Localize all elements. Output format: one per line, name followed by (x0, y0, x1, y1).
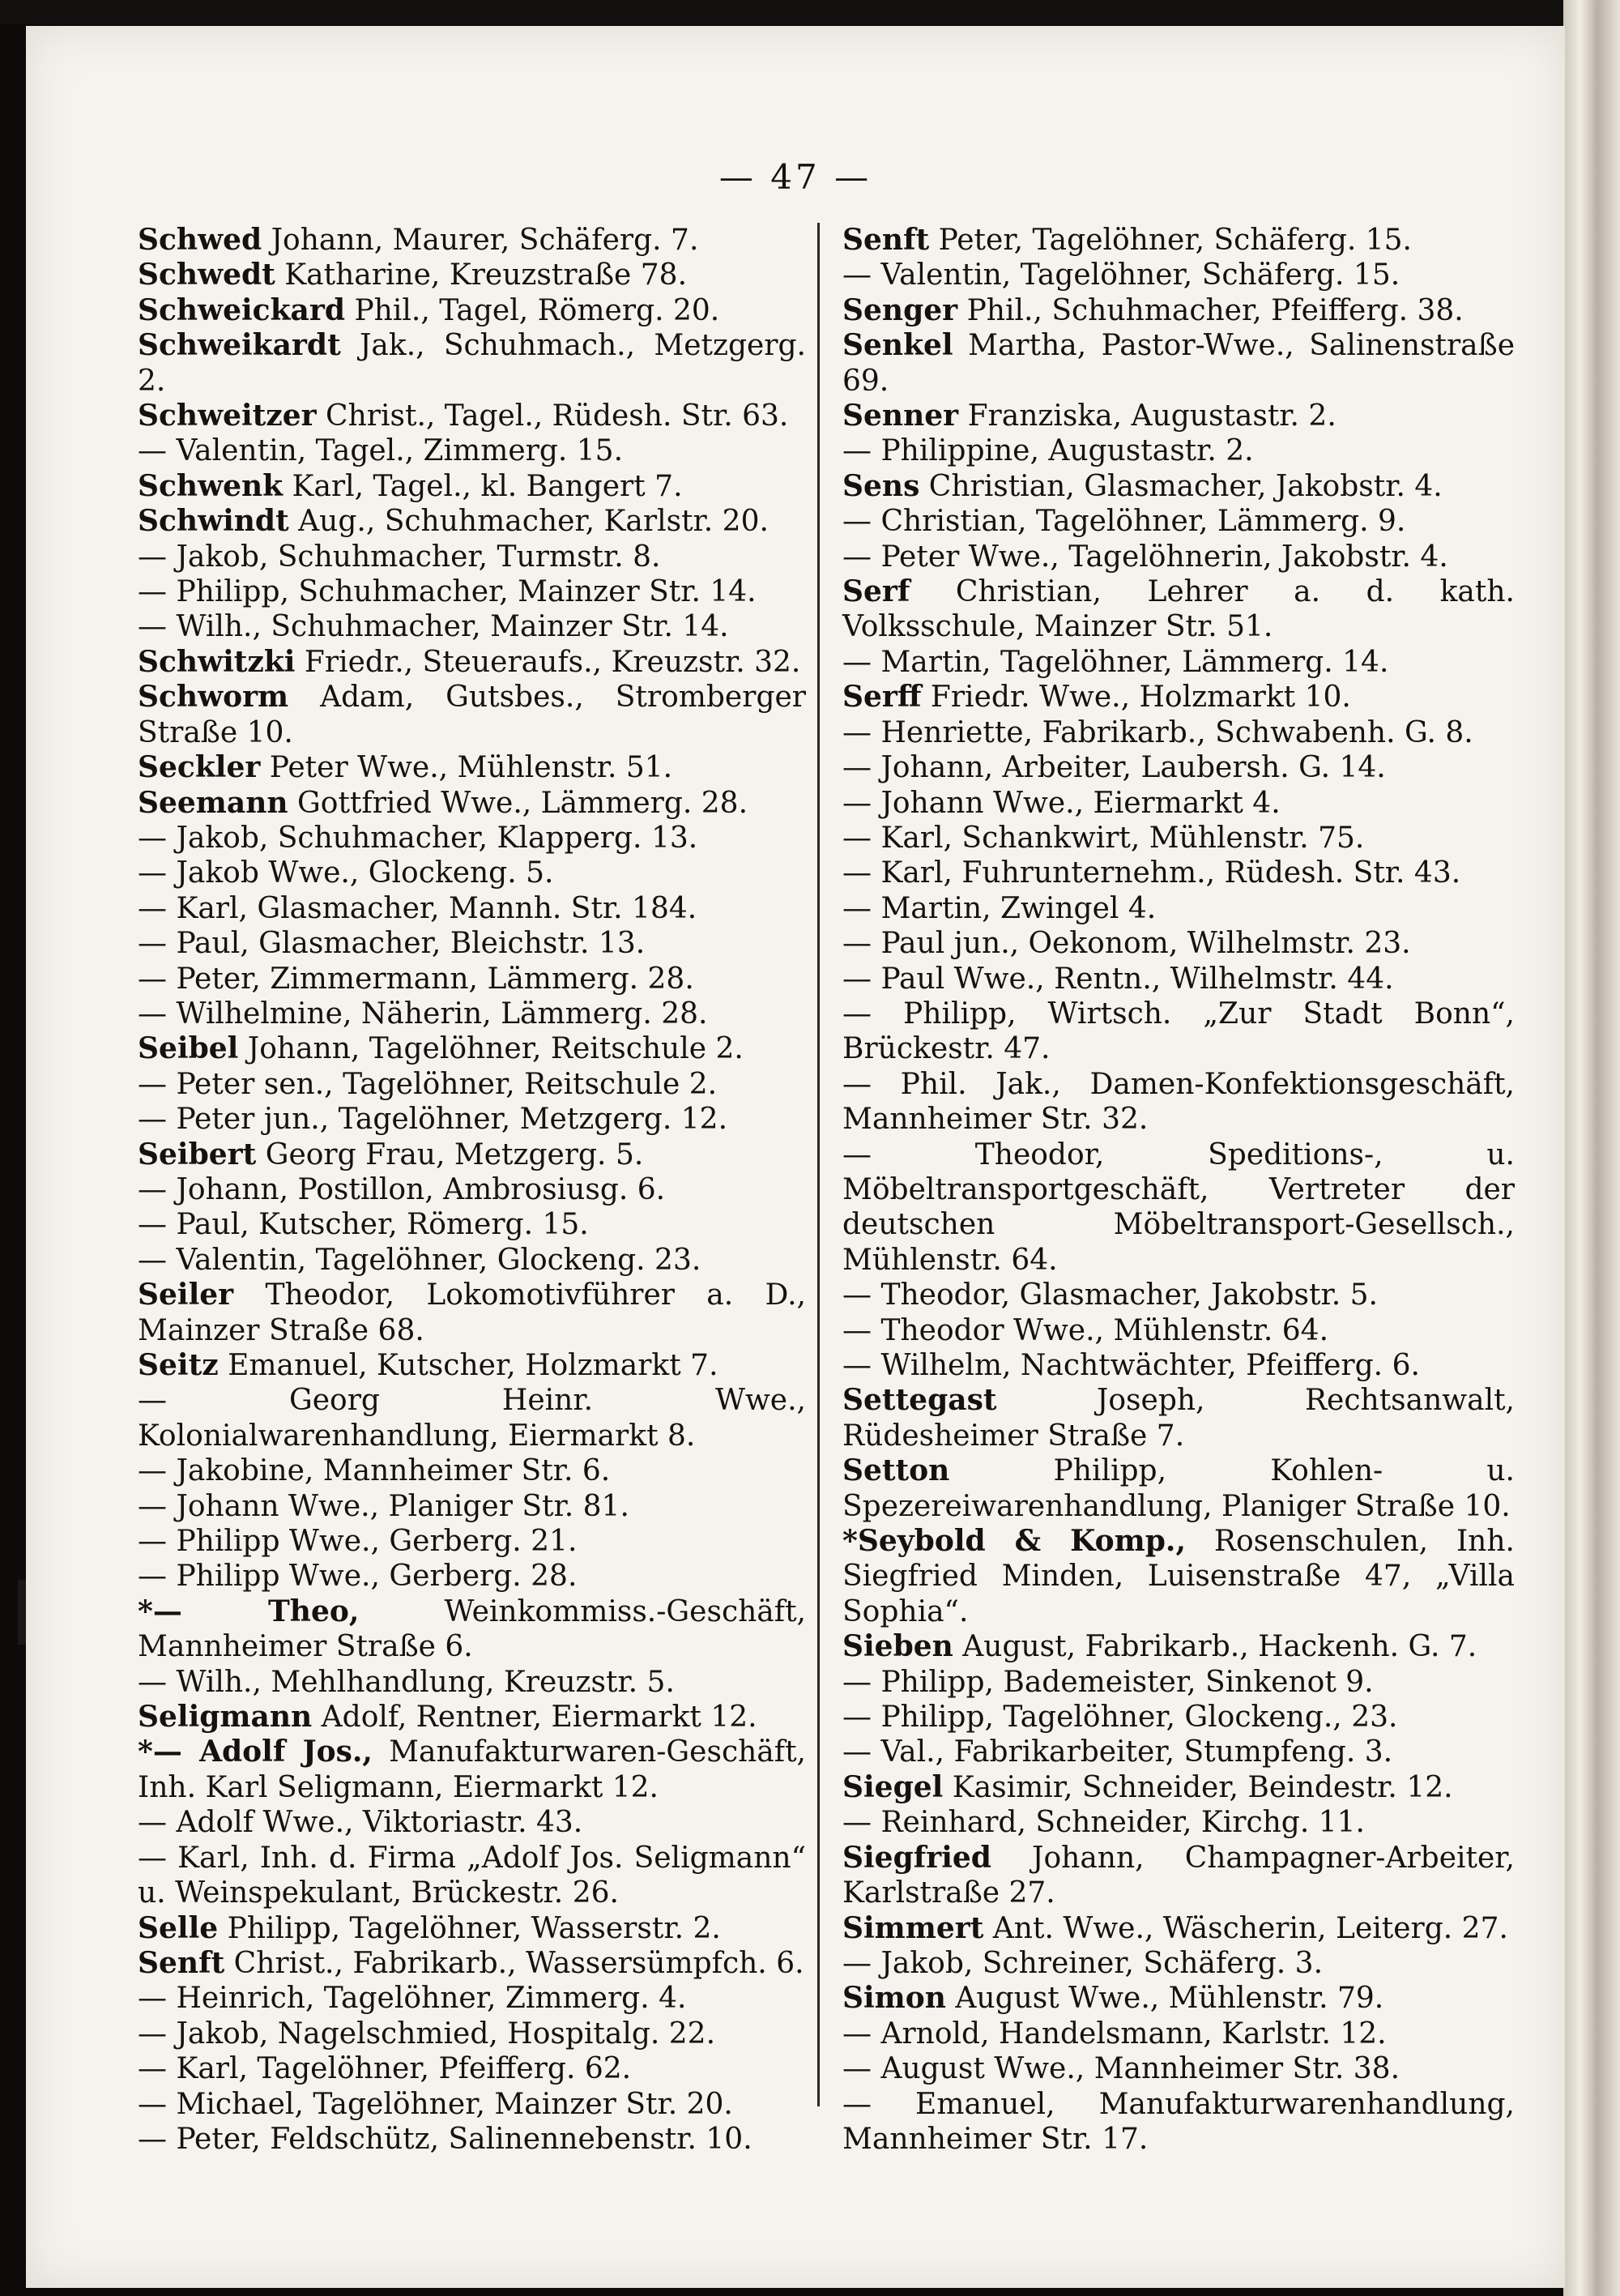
entry-details: — Paul Wwe., Rentn., Wilhelmstr. 44. (842, 962, 1394, 996)
entry-surname: Seibel (138, 1031, 239, 1066)
directory-entry (138, 926, 806, 961)
entry-surname: Schwedt (138, 258, 275, 292)
entry-details: — Valentin, Tagel., Zimmerg. 15. (138, 434, 624, 468)
entry-details: — Theodor Wwe., Mühlenstr. 64. (842, 1313, 1329, 1347)
directory-entry (842, 2087, 1515, 2157)
entry-surname: Serf (842, 574, 910, 609)
entry-surname: Setton (842, 1453, 950, 1488)
left-column (138, 223, 806, 2157)
entry-surname: Senft (842, 223, 930, 257)
directory-entry (138, 2122, 806, 2157)
directory-entry (842, 258, 1515, 292)
entry-details: — Valentin, Tagelöhner, Schäferg. 15. (842, 258, 1400, 292)
directory-entry (138, 1594, 806, 1665)
directory-entry (138, 2087, 806, 2122)
directory-entry (842, 786, 1515, 821)
directory-entry (842, 1665, 1515, 1700)
entry-details: Ant. Wwe., Wäscherin, Leiterg. 27. (983, 1911, 1508, 1945)
entry-surname: Senger (842, 292, 958, 327)
directory-entry (842, 996, 1515, 1067)
entry-details: — Reinhard, Schneider, Kirchg. 11. (842, 1806, 1365, 1840)
entry-details: — Philippine, Augustastr. 2. (842, 434, 1254, 468)
directory-entry (842, 1946, 1515, 1981)
directory-entry (842, 1278, 1515, 1312)
entry-details: Rosenschulen, Inh. Siegfried Minden, Luisenstraße 47, „Villa Sophia“. (842, 1525, 1515, 1628)
directory-entry (138, 1348, 806, 1383)
entry-details: — Henriette, Fabrikarb., Schwabenh. G. 8. (842, 715, 1473, 749)
entry-surname: Schweikardt (138, 328, 341, 363)
directory-entry (138, 1735, 806, 1805)
directory-entry (138, 1031, 806, 1066)
entry-surname: Seitz (138, 1348, 219, 1382)
directory-entry (138, 821, 806, 856)
directory-entry (842, 1629, 1515, 1664)
entry-surname: Seemann (138, 785, 288, 820)
entry-details: — Heinrich, Tagelöhner, Zimmerg. 4. (138, 1982, 687, 2016)
entry-details: Friedr., Steueraufs., Kreuzstr. 32. (295, 645, 801, 679)
directory-entry (842, 856, 1515, 890)
entry-details: Aug., Schuhmacher, Karlstr. 20. (288, 505, 769, 539)
entry-surname: *— Theo, (138, 1594, 360, 1628)
entry-details: — Philipp, Schuhmacher, Mainzer Str. 14. (138, 575, 757, 609)
entry-details: — Philipp Wwe., Gerberg. 28. (138, 1560, 578, 1594)
directory-entry (842, 1841, 1515, 1911)
directory-entry (138, 328, 806, 399)
directory-entry (842, 2016, 1515, 2051)
entry-details: Philipp, Tagelöhner, Wasserstr. 2. (218, 1911, 721, 1945)
entry-details: — Paul, Kutscher, Römerg. 15. (138, 1208, 589, 1242)
entry-details: Christian, Lehrer a. d. kath. Volksschule, Mainzer Str. 51. (842, 575, 1515, 644)
entry-surname: Senkel (842, 328, 953, 363)
entry-details: — Jakob, Schuhmacher, Klapperg. 13. (138, 821, 698, 855)
entry-surname: Schwitzki (138, 644, 296, 679)
directory-entry (138, 1946, 806, 1981)
entry-surname: Seckler (138, 750, 261, 785)
entry-details: Martha, Pastor-Wwe., Salinenstraße 69. (842, 329, 1515, 398)
entry-details: August Wwe., Mühlenstr. 79. (945, 1982, 1384, 2016)
directory-entry (138, 996, 806, 1031)
directory-entry (138, 750, 806, 785)
directory-entry (138, 1559, 806, 1594)
entry-details: — Paul, Glasmacher, Bleichstr. 13. (138, 927, 646, 961)
directory-entry (842, 645, 1515, 680)
entry-details: Christ., Fabrikarb., Wassersümpfch. 6. (224, 1946, 804, 1980)
entry-surname: Simmert (842, 1910, 984, 1945)
entry-details: — Phil. Jak., Damen-Konfektionsgeschäft, Mannheimer Str. 32. (842, 1067, 1515, 1137)
directory-entry (842, 1911, 1515, 1946)
entry-surname: Seiler (138, 1278, 234, 1312)
directory-entry (138, 258, 806, 292)
directory-entry (842, 433, 1515, 468)
entry-details: — Theodor, Glasmacher, Jakobstr. 5. (842, 1278, 1378, 1312)
entry-surname: *— Adolf Jos., (138, 1735, 373, 1769)
entry-details: — Philipp, Bademeister, Sinkenot 9. (842, 1665, 1374, 1699)
entry-surname: Schworm (138, 680, 289, 715)
directory-entry (138, 1911, 806, 1946)
directory-entry (842, 750, 1515, 785)
directory-entry (842, 1453, 1515, 1524)
entry-details: Gottfried Wwe., Lämmerg. 28. (288, 786, 748, 820)
directory-entry (138, 540, 806, 574)
directory-entry (842, 1981, 1515, 2016)
entry-surname: Settegast (842, 1383, 997, 1418)
entry-details: Theodor, Lokomotivführer a. D., Mainzer Straße 68. (138, 1278, 806, 1347)
directory-entry (138, 2051, 806, 2086)
entry-details: — Val., Fabrikarbeiter, Stumpfeng. 3. (842, 1735, 1393, 1769)
entry-details: Phil., Tagel, Römerg. 20. (345, 293, 720, 327)
directory-entry (138, 1489, 806, 1524)
directory-entry (138, 469, 806, 504)
directory-entry (138, 1207, 806, 1242)
directory-entry (842, 1067, 1515, 1137)
directory-entry (138, 399, 806, 433)
entry-details: Karl, Tagel., kl. Bangert 7. (283, 469, 683, 503)
entry-details: Franziska, Augustastr. 2. (958, 399, 1336, 433)
directory-entry (138, 223, 806, 258)
entry-details: — Philipp, Wirtsch. „Zur Stadt Bonn“, Brückestr. 47. (842, 996, 1515, 1066)
entry-surname: Senner (842, 399, 959, 433)
directory-entry (138, 433, 806, 468)
entry-details: — Karl, Fuhrunternehm., Rüdesh. Str. 43. (842, 856, 1461, 890)
entry-details: — Peter jun., Tagelöhner, Metzgerg. 12. (138, 1103, 728, 1137)
entry-details: — Emanuel, Manufakturwarenhandlung, Mannheimer Str. 17. (842, 2087, 1515, 2156)
entry-surname: Simon (842, 1981, 946, 2016)
entry-surname: Schweitzer (138, 399, 317, 433)
directory-entry (138, 645, 806, 680)
directory-entry (842, 399, 1515, 433)
entry-surname: Seligmann (138, 1700, 313, 1735)
directory-entry (842, 469, 1515, 504)
directory-entry (842, 680, 1515, 715)
entry-details: Philipp, Kohlen- u. Spezereiwarenhandlung, Planiger Straße 10. (842, 1454, 1515, 1523)
entry-details: — Jakob Wwe., Glockeng. 5. (138, 856, 554, 890)
entry-surname: Schwenk (138, 468, 284, 503)
directory-entry (842, 574, 1515, 645)
directory-entry (138, 1981, 806, 2016)
right-column (842, 223, 1515, 2157)
entry-details: — Karl, Tagelöhner, Pfeifferg. 62. (138, 2052, 632, 2086)
directory-entry (842, 962, 1515, 996)
entry-details: — Wilh., Schuhmacher, Mainzer Str. 14. (138, 610, 729, 644)
entry-details: Adam, Gutsbes., Stromberger Straße 10. (138, 681, 806, 749)
entry-details: — Adolf Wwe., Viktoriastr. 43. (138, 1806, 583, 1840)
entry-details: — Martin, Tagelöhner, Lämmerg. 14. (842, 645, 1389, 679)
entry-surname: Seibert (138, 1137, 257, 1171)
directory-entry (138, 1137, 806, 1172)
page-stack-edge (1563, 0, 1620, 2296)
directory-entry (842, 821, 1515, 856)
directory-entry (842, 504, 1515, 539)
directory-entry (842, 1348, 1515, 1383)
entry-details: Peter, Tagelöhner, Schäferg. 15. (929, 224, 1412, 257)
directory-entry (138, 1841, 806, 1911)
entry-details: — Paul jun., Oekonom, Wilhelmstr. 23. (842, 927, 1411, 961)
directory-entry (842, 891, 1515, 926)
entry-details: Georg Frau, Metzgerg. 5. (256, 1137, 644, 1171)
entry-details: — Wilhelmine, Näherin, Lämmerg. 28. (138, 996, 708, 1031)
entry-details: — Wilhelm, Nachtwächter, Pfeifferg. 6. (842, 1349, 1420, 1382)
entry-details: — Philipp, Tagelöhner, Glockeng., 23. (842, 1701, 1398, 1735)
entry-surname: Sieben (842, 1629, 953, 1664)
entry-surname: *Seybold & Komp., (842, 1524, 1186, 1559)
entry-details: — Jakob, Schuhmacher, Turmstr. 8. (138, 540, 661, 574)
page-number: — 47 — (718, 157, 872, 197)
directory-entry (138, 1383, 806, 1453)
entry-details: Johann, Champagner-Arbeiter, Karlstraße 27. (842, 1841, 1515, 1910)
directory-entry (138, 891, 806, 926)
entry-details: Weinkommiss.-Geschäft, Mannheimer Straße 6. (138, 1594, 806, 1664)
entry-details: — Peter sen., Tagelöhner, Reitschule 2. (138, 1067, 718, 1101)
entry-details: Johann, Maurer, Schäferg. 7. (262, 224, 699, 257)
directory-entry (138, 609, 806, 644)
entry-details: — Michael, Tagelöhner, Mainzer Str. 20. (138, 2087, 733, 2121)
directory-entry (842, 1313, 1515, 1348)
directory-entry (842, 328, 1515, 399)
entry-details: — Philipp Wwe., Gerberg. 21. (138, 1525, 578, 1559)
directory-entry (842, 1524, 1515, 1629)
entry-surname: Siegel (842, 1769, 944, 1804)
directory-entry (842, 1383, 1515, 1453)
directory-entry (138, 574, 806, 609)
directory-page (26, 26, 1565, 2288)
entry-details: — August Wwe., Mannheimer Str. 38. (842, 2052, 1400, 2086)
directory-entry (842, 540, 1515, 574)
directory-entry (138, 1243, 806, 1278)
entry-details: — Georg Heinr. Wwe., Kolonialwarenhandlung, Eiermarkt 8. (138, 1384, 806, 1453)
scan-background (0, 0, 1620, 24)
entry-details: — Peter Wwe., Tagelöhnerin, Jakobstr. 4. (842, 540, 1448, 574)
directory-entry (138, 1453, 806, 1488)
entry-details: — Karl, Schankwirt, Mühlenstr. 75. (842, 821, 1365, 855)
entry-details: — Arnold, Handelsmann, Karlstr. 12. (842, 2016, 1387, 2051)
entry-surname: Schwindt (138, 504, 289, 539)
entry-surname: Schwed (138, 223, 262, 257)
entry-details: — Wilh., Mehlhandlung, Kreuzstr. 5. (138, 1665, 675, 1699)
entry-surname: Selle (138, 1910, 219, 1945)
entry-details: — Valentin, Tagelöhner, Glockeng. 23. (138, 1243, 701, 1277)
entry-details: Christian, Glasmacher, Jakobstr. 4. (919, 469, 1443, 503)
entry-details: — Johann, Arbeiter, Laubersh. G. 14. (842, 751, 1386, 785)
entry-details: Emanuel, Kutscher, Holzmarkt 7. (218, 1349, 718, 1382)
directory-entry (138, 680, 806, 750)
entry-details: — Peter, Zimmermann, Lämmerg. 28. (138, 962, 694, 996)
directory-entry (138, 1665, 806, 1700)
directory-entry (842, 2051, 1515, 2086)
entry-surname: Siegfried (842, 1840, 991, 1875)
directory-entry (842, 926, 1515, 961)
directory-entry (138, 962, 806, 996)
entry-details: — Johann Wwe., Eiermarkt 4. (842, 786, 1281, 820)
directory-entry (138, 856, 806, 890)
entry-details: Kasimir, Schneider, Beindestr. 12. (943, 1770, 1453, 1804)
entry-surname: Sens (842, 468, 920, 503)
entry-surname: Schweickard (138, 292, 345, 327)
entry-details: — Christian, Tagelöhner, Lämmerg. 9. (842, 505, 1406, 539)
entry-details: — Johann, Postillon, Ambrosiusg. 6. (138, 1172, 666, 1206)
entry-details: — Theodor, Speditions-, u. Möbeltransportgeschäft, Vertreter der deutschen Möbeltransport-Gesellsch., Mühlenstr. 64. (842, 1137, 1515, 1277)
entry-details: Katharine, Kreuzstraße 78. (275, 258, 688, 292)
entry-details: August, Fabrikarb., Hackenh. G. 7. (953, 1630, 1477, 1664)
directory-entry (842, 1770, 1515, 1805)
entry-surname: Senft (138, 1945, 225, 1980)
entry-details: — Peter, Feldschütz, Salinennebenstr. 10. (138, 2122, 752, 2156)
binding-mark (18, 1580, 26, 1645)
directory-entry (138, 786, 806, 821)
entry-details: — Jakob, Schreiner, Schäferg. 3. (842, 1946, 1324, 1980)
directory-entry (138, 1700, 806, 1735)
directory-entry (138, 1172, 806, 1207)
entry-details: Jak., Schuhmach., Metzgerg. 2. (138, 329, 806, 398)
entry-details: Manufakturwaren-Geschäft, Inh. Karl Seligmann, Eiermarkt 12. (138, 1735, 806, 1804)
directory-entry (138, 1524, 806, 1559)
entry-details: Johann, Tagelöhner, Reitschule 2. (238, 1032, 744, 1066)
directory-entry (842, 293, 1515, 328)
entry-details: — Jakobine, Mannheimer Str. 6. (138, 1454, 611, 1488)
entry-details: Friedr. Wwe., Holzmarkt 10. (921, 681, 1351, 715)
directory-entry (138, 2016, 806, 2051)
entry-details: — Karl, Inh. d. Firma „Adolf Jos. Seligmann“ u. Weinspekulant, Brückestr. 26. (138, 1841, 806, 1910)
directory-entry (842, 223, 1515, 258)
entry-details: Peter Wwe., Mühlenstr. 51. (260, 751, 673, 785)
directory-entry (842, 1700, 1515, 1735)
entry-details: — Johann Wwe., Planiger Str. 81. (138, 1489, 629, 1523)
directory-entry (842, 1735, 1515, 1769)
directory-entry (138, 1102, 806, 1137)
entry-details: — Karl, Glasmacher, Mannh. Str. 184. (138, 891, 697, 925)
directory-entry (842, 1805, 1515, 1840)
entry-details: Joseph, Rechtsanwalt, Rüdesheimer Straße 7. (842, 1384, 1515, 1453)
directory-entry (138, 1278, 806, 1348)
directory-entry (842, 715, 1515, 750)
directory-entry (138, 293, 806, 328)
directory-entry (138, 504, 806, 539)
entry-details: — Jakob, Nagelschmied, Hospitalg. 22. (138, 2016, 716, 2051)
directory-entry (138, 1805, 806, 1840)
column-divider (817, 223, 820, 2106)
directory-entry (842, 1137, 1515, 1278)
entry-details: Christ., Tagel., Rüdesh. Str. 63. (316, 399, 789, 433)
entry-details: Phil., Schuhmacher, Pfeifferg. 38. (957, 293, 1464, 327)
entry-details: — Martin, Zwingel 4. (842, 891, 1157, 925)
directory-entry (138, 1067, 806, 1102)
entry-surname: Serff (842, 680, 922, 715)
entry-details: Adolf, Rentner, Eiermarkt 12. (312, 1701, 757, 1735)
